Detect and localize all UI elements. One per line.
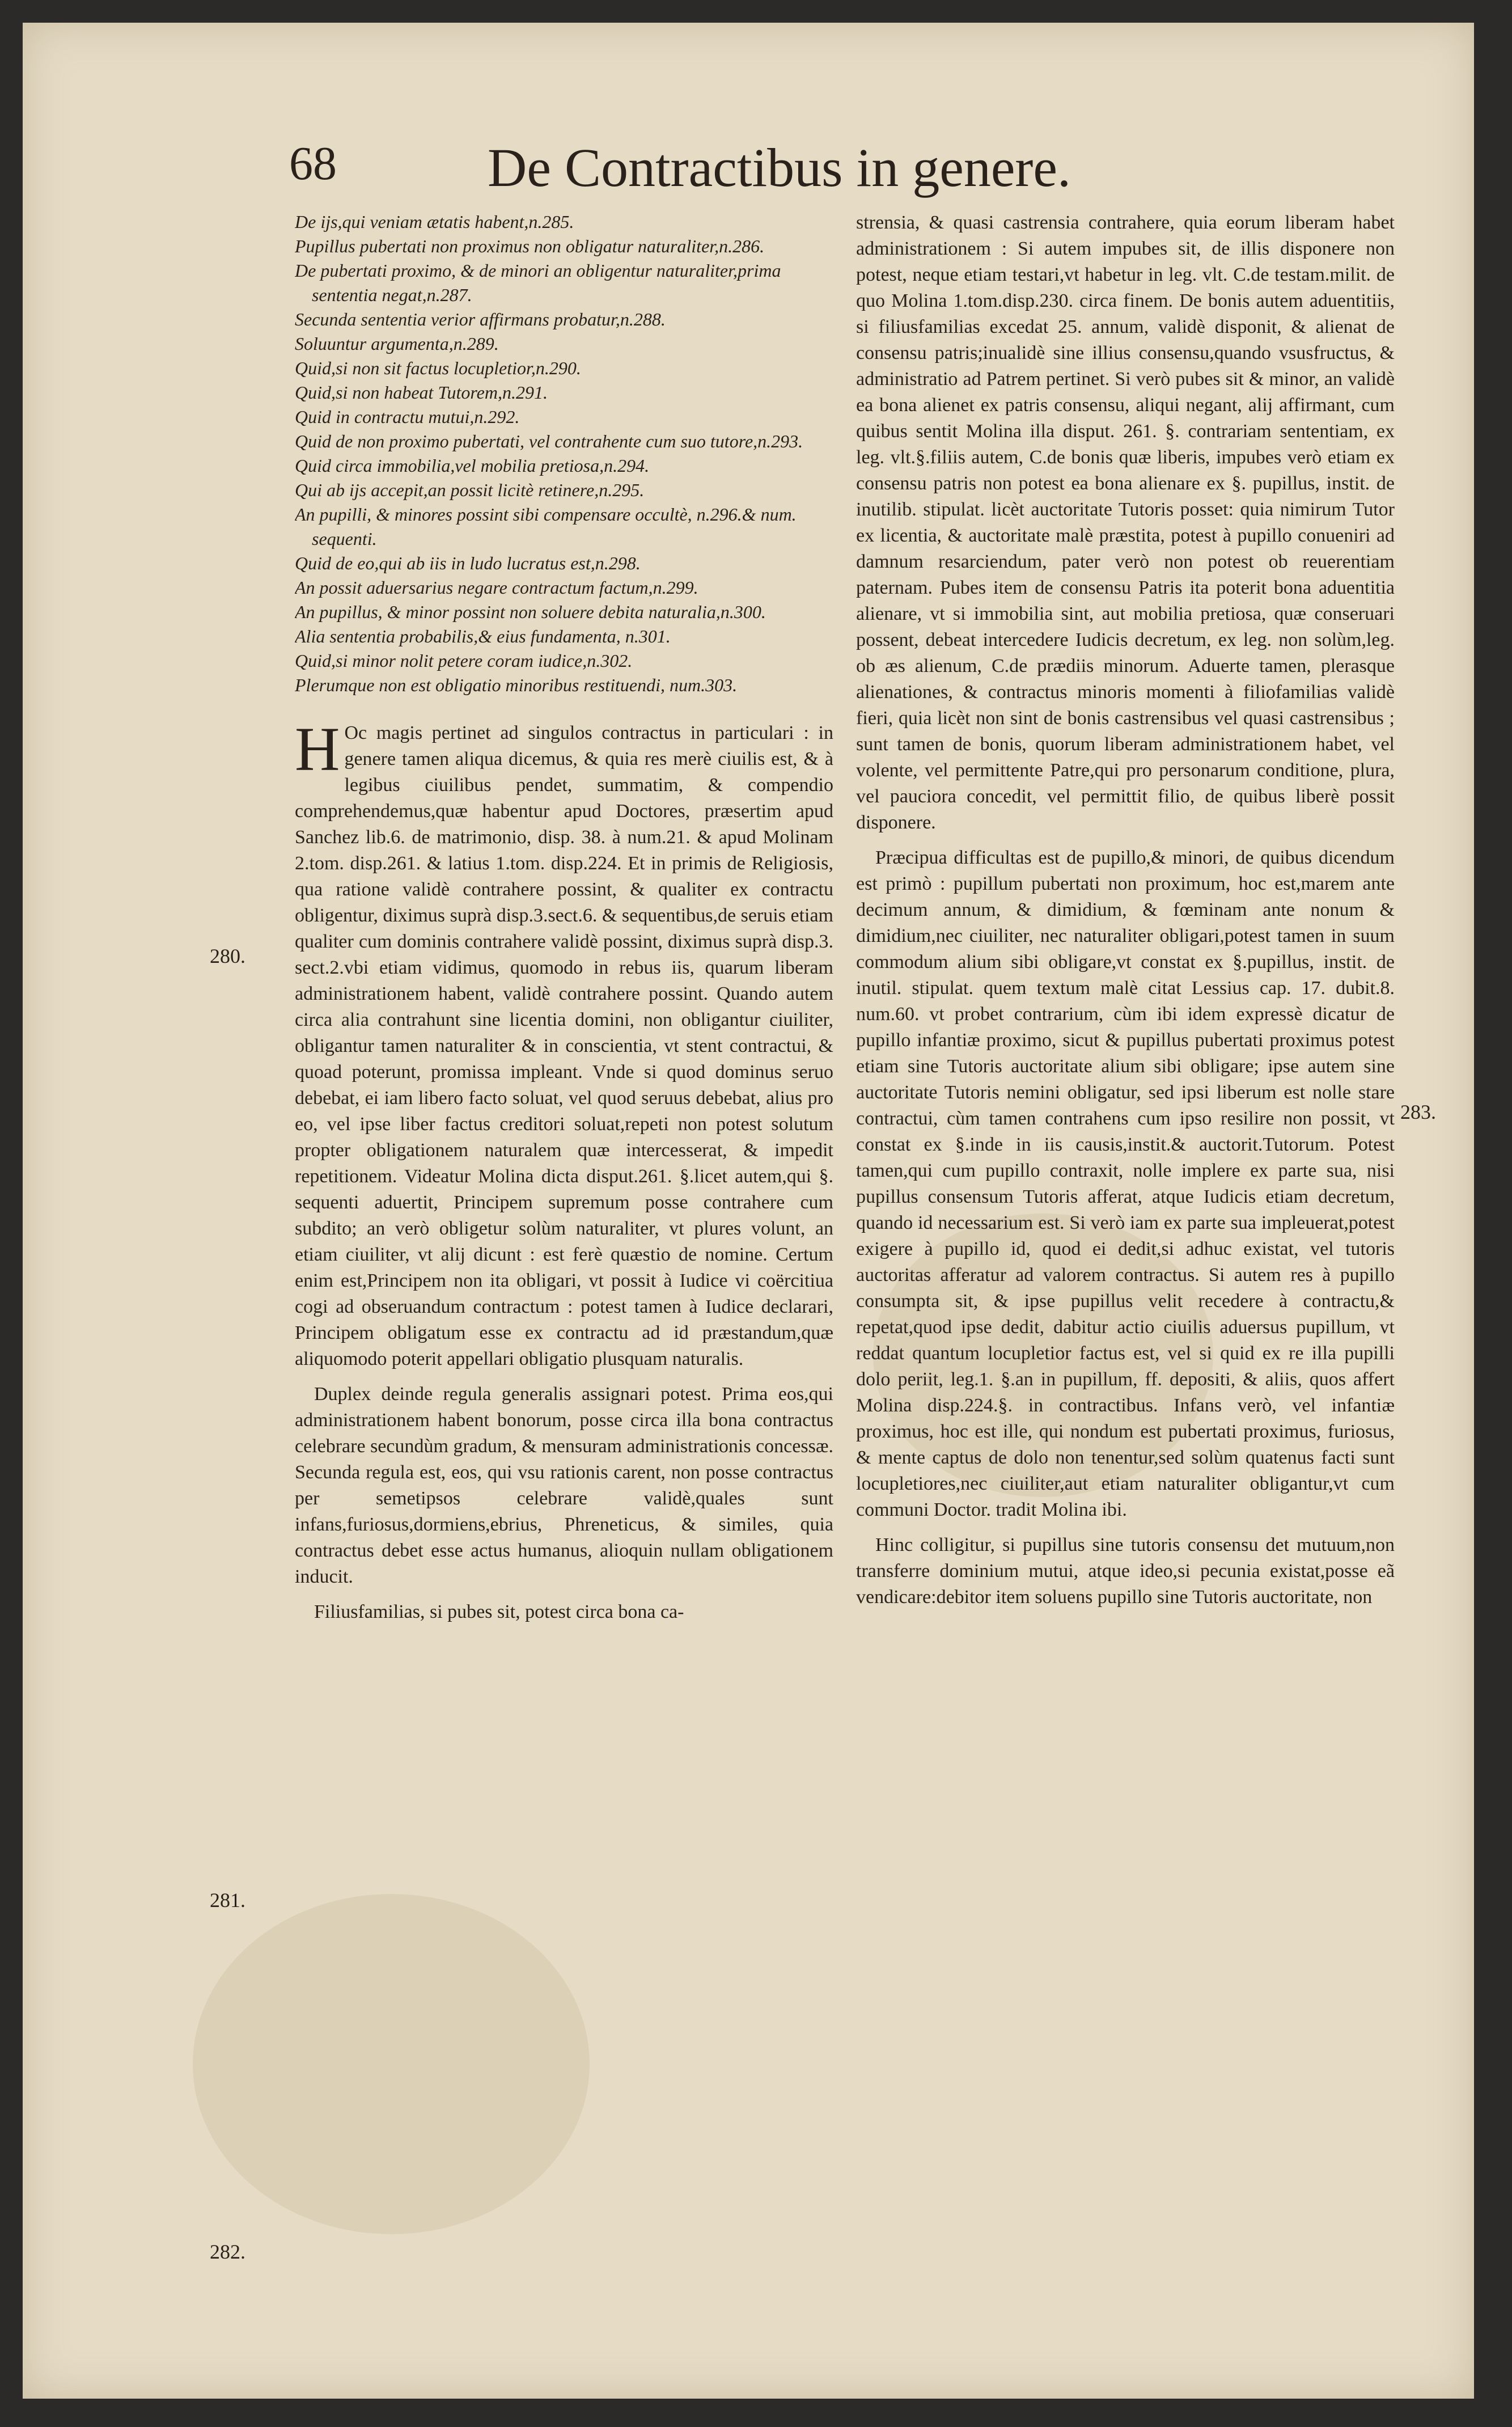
summary-item: Soluuntur argumenta,n.289. — [295, 333, 499, 354]
summary-item: Quid de eo,qui ab iis in ludo lucratus est,n.298. — [295, 553, 641, 573]
paragraph-text: Oc magis pertinet ad singulos contractus in particulari : in genere tamen aliqua dicemus, & quia res merè ciuilis est, & à legibus ciuilibus pendet, summatim, & compendio comprehendemus,quæ habentur apud Doctores, præsertim apud Sanchez lib.6. de matrimonio, disp. 38. à num.21. & apud Molinam 2.tom. disp.261. & latius 1.tom. disp.224. Et in primis de Religiosis, qua ratione validè contrahere possint, & qualiter ex contractu obligentur, diximus suprà disp.3.sect.6. & sequentibus,de seruis etiam qualiter cum dominis contrahere validè possint, diximus suprà disp.3. sect.2.vbi etiam vidimus, quomodo in rebus iis, quarum liberam administrationem habent, validè contrahere possint. Quando autem circa alia contrahunt sine licentia domini, non obligantur ciuiliter, obligantur tamen naturaliter & in conscientia, vt stent contractui, & quoad poterunt, promissa impleant. Vnde si quod dominus seruo debebat, ei iam libero facto soluat, vel quod seruus debebat, alius pro eo, vel ipse liber factus creditori soluat,repeti non potest solutum propter obligationem naturalem quæ intercesserat, & impedit repetitionem. Videatur Molina dicta disput.261. §.licet autem,qui §. sequenti aduertit, Principem supremum posse contrahere cum subdito; an verò obligetur solùm naturaliter, vt plures volunt, an etiam ciuiliter, vt alij dicunt : est ferè quæstio de nomine. Certum enim est,Principem non ita obligari, vt possit à Iudice vi coërcitiua cogi ad obseruandum contractum : potest tamen à Iudice declarari, Principem obligatum esse ex contractu ad id præstandum,quæ aliquomodo poterit appellari obligatio plusquam naturalis. — [295, 722, 833, 1369]
paragraph-text: Hinc colligitur, si pupillus sine tutoris consensu det mutuum,non transferre dominium mutui, atque ideo,si pecunia existat,posse eã vendicare:debitor item soluens pupillo sine Tutoris auctoritate, non — [856, 1534, 1395, 1608]
summary-item: Secunda sententia verior affirmans probatur,n.288. — [295, 309, 666, 329]
summary-item: An pupillus, & minor possint non soluere debita naturalia,n.300. — [295, 602, 766, 622]
summary-item: De pubertati proximo, & de minori an obligentur naturaliter,prima sententia negat,n.287. — [295, 260, 781, 305]
margin-number: 283. — [1400, 1101, 1436, 1123]
paragraph-281 — [295, 1381, 833, 1590]
paragraph-text: strensia, & quasi castrensia contrahere, quia eorum liberam habet administrationem : Si autem impubes sit, de illis disponere non potest, neque etiam testari,vt habetur in leg. vlt. C.de testam.milit. de quo Molina 1.tom.disp.230. circa finem. De bonis autem aduentitiis, si filiusfamilias excedat 25. annum, validè disponit, & alienat de consensu patris;inualidè sine illius consensu,quando vsusfructus, & administratio ad Patrem pertinet. Si verò pubes sit & minor, an validè ea bona alienet ex patris consensu, aliqui negant, alij affirmant, cum quibus sentit Molina illa disput. 261. §. contrariam sententiam, ex leg. vlt.§.filiis autem, C.de bonis quæ liberis, impubes verò etiam ex consensu patris non potest ea bona alienare ex §. pupillus, instit. de inutilib. stipulat. licèt auctoritate Tutoris posset: quia nimirum Tutor ex licentia, & auctoritate malè præstita, potest à pupillo conueniri ad damnum resarciendum, pater verò non potest ob reuerentiam paternam. Pubes item de consensu Patris ita poterit bona aduentitia alienare, vt si immobilia sint, aut mobilia pretiosa, quæ conseruari possent, debeat intercedere Iudicis decretum, ex leg. non solùm,leg. ob æs alienum, C.de prædiis minorum. Aduerte tamen, plerasque alienationes, & contractus minoris momenti à filiofamilias validè fieri, quia licèt non sint de bonis castrensibus vel quasi castrensibus ; sunt tamen de bonis, quorum liberam administrationem habet, vel volente, vel permittente Patre,qui pro personarum conditione, plura, vel pauciora concedit, vel permittit filio, de quibus liberè possit disponere. — [856, 212, 1395, 833]
paragraph-text: Filiusfamilias, si pubes sit, potest circa bona ca- — [314, 1601, 684, 1622]
margin-number: 282. — [210, 2240, 245, 2263]
margin-number: 281. — [210, 1889, 245, 1912]
summary-item: An pupilli, & minores possint sibi compensare occultè, n.296.& num. sequenti. — [295, 504, 797, 549]
right-column — [856, 210, 1395, 2353]
paragraph-283 — [856, 845, 1395, 1523]
printed-page — [278, 130, 1417, 2387]
margin-number: 280. — [210, 945, 245, 967]
summary-item: Quid circa immobilia,vel mobilia pretiosa,n.294. — [295, 455, 650, 476]
summary-item: Quid de non proximo pubertati, vel contrahente cum suo tutore,n.293. — [295, 431, 803, 451]
chapter-summary — [295, 210, 833, 697]
paragraph-text: Præcipua difficultas est de pupillo,& minori, de quibus dicendum est primò : pupillum pubertati non proximum, hoc est,marem ante decimum annum, & dimidium, & fœminam ante nonum & dimidium,nec ciuiliter, nec naturaliter obligari,potest tamen in suum commodum alium sibi obligare,vt constat ex §.pupillus, instit. de inutil. stipulat. quem textum malè citat Lessius cap. 17. dubit.8. num.60. vt probet contrarium, cùm ibi idem expressè dicatur de pupillo infantiæ proximo, sicut & pupillus pubertati proximus potest etiam sine Tutoris auctoritate alium sibi obligare; ipse autem sine auctoritate Tutoris nemini obligatur, sed ipsi liberum est nolle stare contractui, cùm tamen contrahens cum ipso resilire non possit, vt constat ex §.inde in iis causis,instit.& auctorit.Tutorum. Potest tamen,qui cum pupillo contraxit, nolle implere ex parte sua, nisi pupillus consensum Tutoris afferat, atque Iudicis etiam decretum, quando id necessarium est. Si verò iam ex parte sua impleuerat,potest exigere à pupillo id, quod ei dedit,si adhuc existat, vel tutoris auctoritas afferatur ad valorem contractus. Si autem res à pupillo consumpta sit, & ipse pupillus velit recedere à contractu,& repetat,quod ipse dedit, dabitur actio ciuilis aduersus pupillum, vt reddat quantum locupletior factus est, vel si quid ex re illa pupilli dolo periit, leg.1. §.an in pupillum, ff. depositi, & aliis, quos affert Molina disp.224.§. in contractibus. Infans verò, vel infantiæ proximus, hoc est ille, qui nondum est pubertati proximus, furiosus, & mente captus de dolo non tenentur,sed solùm quatenus facti sunt locupletiores,nec ciuiliter,aut etiam naturaliter obligantur,vt cum communi Doctor. tradit Molina ibi. — [856, 847, 1395, 1520]
paragraph-text: Duplex deinde regula generalis assignari potest. Prima eos,qui administrationem habent bonorum, posse circa illa bona contractus celebrare secundùm gradum, & mensuram administrationis concessæ. Secunda regula est, eos, qui vsu rationis carent, non posse contractus per semetipsos celebrare validè,quales sunt infans,furiosus,dormiens,ebrius, Phreneticus, & similes, quia contractus debet esse actus humanus, alioquin nullam obligationem inducit. — [295, 1384, 833, 1587]
paragraph-282 — [295, 1599, 833, 1625]
summary-item: Qui ab ijs accepit,an possit licitè retinere,n.295. — [295, 480, 645, 500]
paragraph-280 — [295, 714, 833, 1372]
page-sheet — [23, 23, 1474, 2399]
summary-item: Alia sententia probabilis,& eius fundamenta, n.301. — [295, 626, 671, 646]
page-title: De Contractibus in genere. — [488, 137, 1071, 198]
summary-item: Quid in contractu mutui,n.292. — [295, 407, 520, 427]
summary-item: Quid,si non sit factus locupletior,n.290. — [295, 358, 581, 378]
left-column — [295, 210, 833, 2353]
page-header — [278, 130, 1417, 204]
summary-item: Quid,si minor nolit petere coram iudice,n.302. — [295, 650, 633, 671]
paragraph-282-continued — [856, 210, 1395, 836]
summary-item: Plerumque non est obligatio minoribus restituendi, num.303. — [295, 675, 738, 695]
summary-item: Pupillus pubertati non proximus non obligatur naturaliter,n.286. — [295, 236, 765, 256]
drop-cap: H — [295, 714, 340, 784]
page-number: 68 — [289, 137, 337, 190]
summary-item: Quid,si non habeat Tutorem,n.291. — [295, 382, 548, 403]
summary-item: De ijs,qui veniam ætatis habent,n.285. — [295, 212, 574, 232]
summary-item: An possit aduersarius negare contractum factum,n.299. — [295, 577, 698, 598]
paragraph-284 — [856, 1532, 1395, 1610]
